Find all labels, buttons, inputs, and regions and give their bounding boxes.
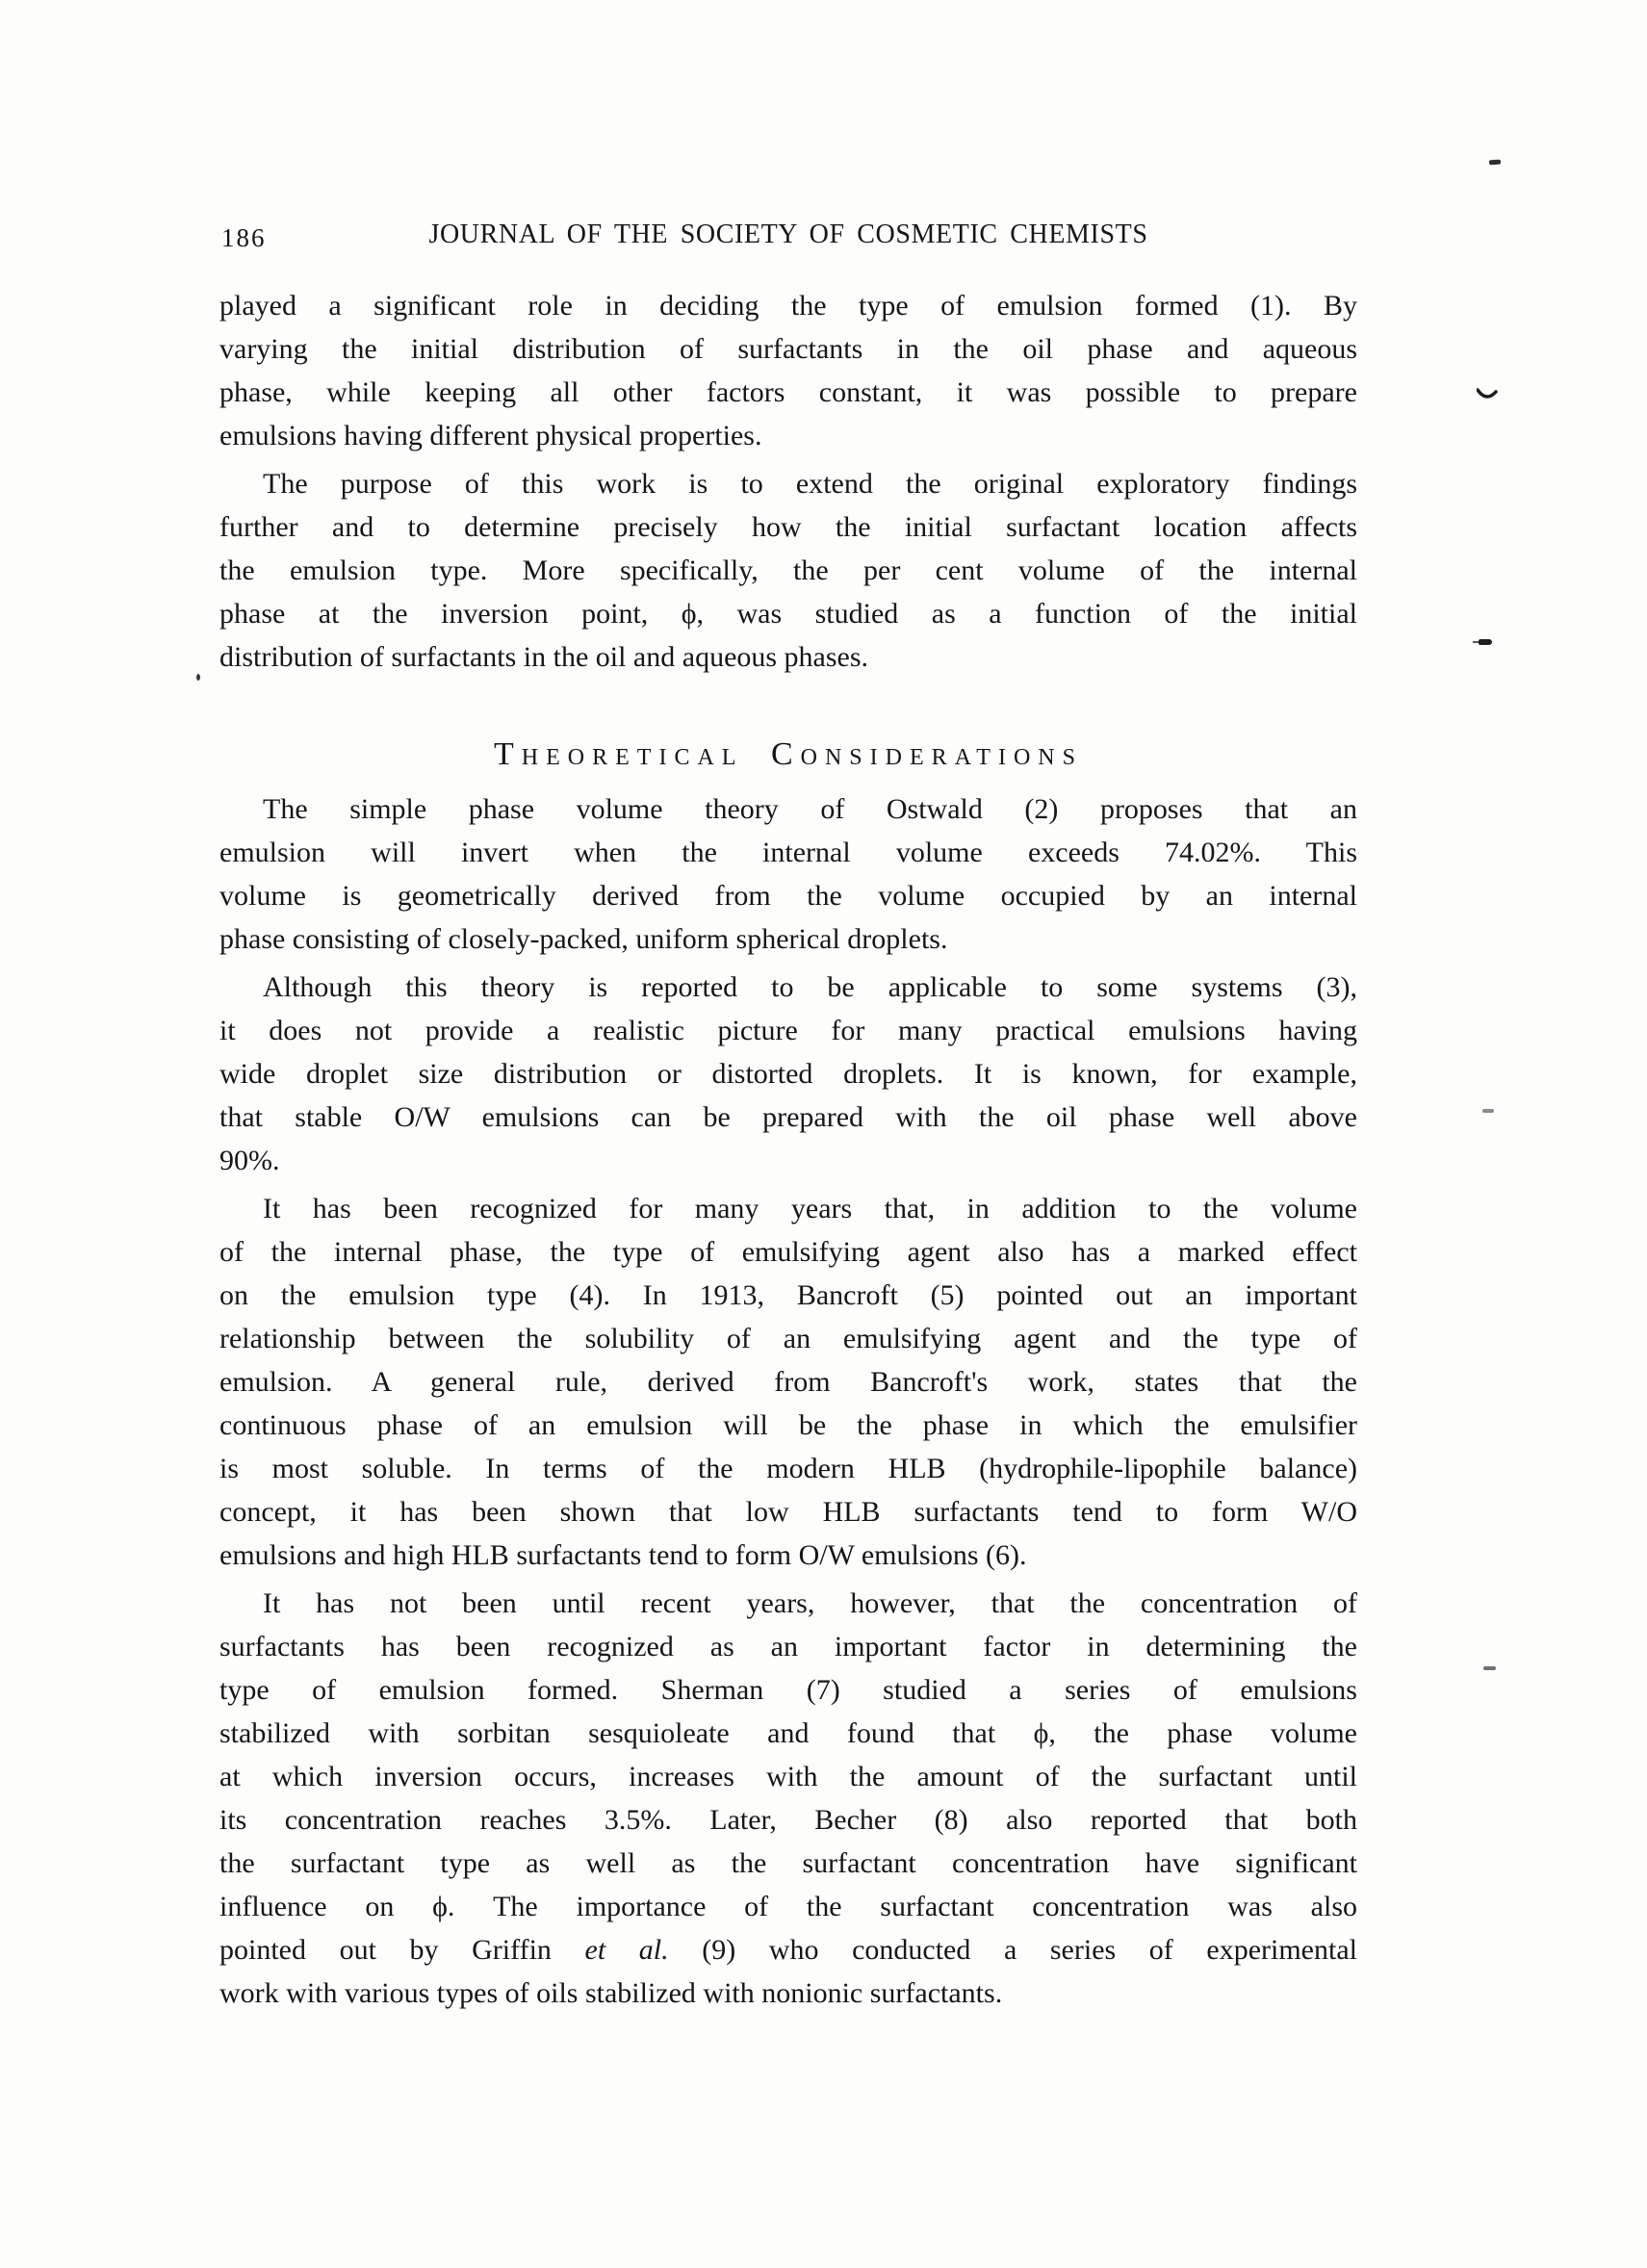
text-line: concept, it has been shown that low HLB surfactants tend to form W/O — [219, 1496, 1357, 1528]
text-line: of the internal phase, the type of emulsifying agent also has a marked effect — [219, 1236, 1357, 1268]
text-line: influence on ϕ. The importance of the surfactant concentration was also — [219, 1891, 1357, 1922]
pencil-check-mark — [1477, 387, 1498, 402]
paragraph — [219, 966, 1357, 1182]
text-line: Although this theory is reported to be applicable to some systems (3), — [263, 971, 1357, 1003]
paragraph — [219, 462, 1357, 679]
text-line: It has not been until recent years, however, that the concentration of — [263, 1587, 1357, 1619]
text-line: phase at the inversion point, ϕ, was studied as a function of the initial — [219, 598, 1357, 630]
body-text-column — [219, 284, 1357, 2015]
text-line — [219, 1928, 1357, 1972]
pencil-dash-mark — [1483, 1666, 1496, 1670]
text-line: emulsions having different physical properties. — [219, 420, 762, 451]
page-number: 186 — [221, 223, 267, 252]
page-header — [219, 219, 1357, 260]
text-line: It has been recognized for many years that, in addition to the volume — [263, 1193, 1357, 1224]
text-line: The simple phase volume theory of Ostwald (2) proposes that an — [263, 793, 1357, 825]
text-line: is most soluble. In terms of the modern HLB (hydrophile-lipophile balance) — [219, 1453, 1357, 1484]
text-line: distribution of surfactants in the oil and aqueous phases. — [219, 641, 869, 673]
text-line: played a significant role in deciding the type of emulsion formed (1). By — [219, 290, 1357, 322]
text-line: phase, while keeping all other factors constant, it was possible to prepare — [219, 376, 1357, 408]
paragraph — [219, 1187, 1357, 1577]
paragraph — [219, 787, 1357, 961]
text-line: type of emulsion formed. Sherman (7) studied a series of emulsions — [219, 1674, 1357, 1706]
text-segment: (9) who conducted a series of experimental — [668, 1934, 1357, 1966]
text-line: stabilized with sorbitan sesquioleate and found that ϕ, the phase volume — [219, 1717, 1357, 1749]
text-line: The purpose of this work is to extend the original exploratory findings — [263, 468, 1357, 500]
running-head: JOURNAL OF THE SOCIETY OF COSMETIC CHEMISTS — [428, 219, 1148, 249]
text-line: at which inversion occurs, increases with the amount of the surfactant until — [219, 1761, 1357, 1792]
pencil-dash-mark — [1482, 1109, 1494, 1113]
text-line: volume is geometrically derived from the volume occupied by an internal — [219, 880, 1357, 912]
text-line: the emulsion type. More specifically, the per cent volume of the internal — [219, 554, 1357, 586]
text-line: varying the initial distribution of surfactants in the oil phase and aqueous — [219, 333, 1357, 365]
text-line: continuous phase of an emulsion will be the phase in which the emulsifier — [219, 1409, 1357, 1441]
text-line: emulsion. A general rule, derived from Bancroft's work, states that the — [219, 1366, 1357, 1398]
text-line: it does not provide a realistic picture for many practical emulsions having — [219, 1015, 1357, 1046]
text-line: the surfactant type as well as the surfactant concentration have significant — [219, 1847, 1357, 1879]
pencil-dash-mark — [1489, 160, 1501, 166]
text-line: work with various types of oils stabilized with nonionic surfactants. — [219, 1977, 1003, 2009]
paragraph — [219, 1582, 1357, 2015]
scan-speck — [196, 674, 200, 681]
section-heading: Theoretical Considerations — [494, 736, 1083, 772]
text-line: phase consisting of closely-packed, uniform spherical droplets. — [219, 923, 948, 955]
text-line: relationship between the solubility of an emulsifying agent and the type of — [219, 1323, 1357, 1354]
italic-citation: et al. — [584, 1934, 669, 1966]
text-line: surfactants has been recognized as an important factor in determining the — [219, 1631, 1357, 1662]
text-line: emulsions and high HLB surfactants tend to form O/W emulsions (6). — [219, 1539, 1027, 1571]
text-line: that stable O/W emulsions can be prepared with the oil phase well above — [219, 1101, 1357, 1133]
text-line: on the emulsion type (4). In 1913, Bancroft (5) pointed out an important — [219, 1279, 1357, 1311]
text-line: 90%. — [219, 1145, 280, 1176]
text-line: its concentration reaches 3.5%. Later, Becher (8) also reported that both — [219, 1804, 1357, 1836]
text-segment: pointed out by Griffin — [219, 1934, 585, 1966]
text-line: emulsion will invert when the internal volume exceeds 74.02%. This — [219, 837, 1357, 868]
pencil-dash-mark — [1479, 639, 1492, 645]
paragraph — [219, 284, 1357, 457]
text-line: wide droplet size distribution or distorted droplets. It is known, for example, — [219, 1058, 1357, 1090]
text-line: further and to determine precisely how the initial surfactant location affects — [219, 511, 1357, 543]
